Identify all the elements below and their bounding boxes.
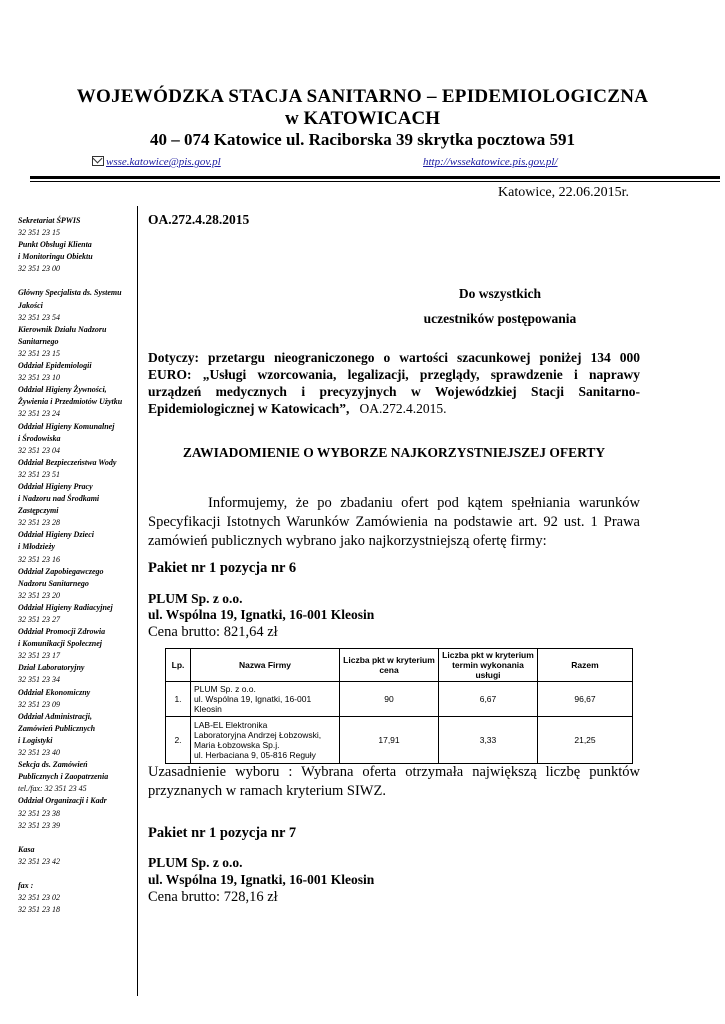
sidebar-contact-entry: [18, 287, 136, 323]
offers-table: [165, 648, 633, 764]
department-name: Nadzoru Sanitarnego: [18, 578, 89, 588]
cell-lp: 2.: [166, 717, 191, 764]
department-name: Dział Laboratoryjny: [18, 663, 85, 673]
addressee-line2: uczestników postępowania: [423, 311, 577, 326]
sidebar-contact-entry: [18, 481, 136, 529]
department-name: Oddział Bezpieczeństwa Wody: [18, 457, 117, 467]
mail-icon: [92, 156, 104, 166]
fax-label: fax :: [18, 880, 34, 890]
institution-name: WOJEWÓDZKA STACJA SANITARNO – EPIDEMIOLOGICZNA: [76, 86, 649, 107]
department-phone: 32 351 23 40: [18, 748, 60, 758]
department-phone: 32 351 23 04: [18, 445, 60, 455]
package1-title: Pakiet nr 1 pozycja nr 6: [148, 560, 297, 576]
department-name: i Środowiska: [18, 433, 61, 443]
kasa-label: Kasa: [18, 844, 35, 854]
sidebar-contact-entry: [18, 215, 136, 239]
sidebar-contact-entry: [18, 795, 136, 831]
cell-price-points: 17,91: [340, 717, 439, 764]
department-name: Oddział Organizacji i Kadr: [18, 796, 107, 806]
subject-ref: OA.272.4.2015.: [359, 401, 447, 416]
fax-phone: 32 351 23 02: [18, 892, 60, 902]
department-name: Publicznych i Zaopatrzenia: [18, 772, 109, 782]
cell-term-points: 3,33: [439, 717, 538, 764]
package1-price: Cena brutto: 821,64 zł: [148, 624, 278, 640]
department-name: Zastępczymi: [18, 506, 59, 516]
notice-title: ZAWIADOMIENIE O WYBORZE NAJKORZYSTNIEJSZEJ OFERTY: [182, 445, 606, 460]
email-row: [92, 152, 221, 170]
reference-number: OA.272.4.28.2015: [148, 212, 250, 227]
department-name: Sekcja ds. Zamówień: [18, 760, 88, 770]
email-link[interactable]: wsse.katowice@pis.gov.pl: [106, 156, 221, 168]
sidebar-contact-entry: [18, 239, 136, 275]
department-name: Punkt Obsługi Klienta: [18, 240, 92, 250]
department-name: i Młodzieży: [18, 542, 56, 552]
package2-title: Pakiet nr 1 pozycja nr 7: [148, 825, 297, 841]
department-name: Oddział Promocji Zdrowia: [18, 627, 106, 637]
intro-text: Informujemy, że po zbadaniu ofert pod kątem spełniania warunków Specyfikacji Istotnych Warunków Zamówienia na podstawie art. 92 ust. 1 Prawa zamówień publicznych wybrano jako najkorzystniejszą ofertę firmy:: [148, 495, 640, 549]
department-phone: 32 351 23 10: [18, 373, 60, 383]
department-name: Oddział Higieny Radiacyjnej: [18, 602, 113, 612]
justification-paragraph: Uzasadnienie wyboru : Wybrana oferta otrzymała największą liczbę punktów przyznanych w ramach kryterium SIWZ.: [148, 764, 640, 799]
sidebar-contact-entry: [18, 602, 136, 626]
department-name: Żywienia i Przedmiotów Użytku: [18, 397, 123, 407]
department-name: Oddział Higieny Pracy: [18, 481, 93, 491]
addressee-line1: Do wszystkich: [458, 286, 542, 301]
company-line: PLUM Sp. z o.o.: [194, 684, 256, 694]
department-name: Oddział Higieny Żywności,: [18, 385, 107, 395]
sidebar-contact-entry: [18, 360, 136, 384]
department-name: Główny Specjalista ds. Systemu: [18, 288, 122, 298]
kasa-phone: 32 351 23 42: [18, 856, 60, 866]
table-header-row: [166, 649, 633, 682]
company-line: LAB-EL Elektronika: [194, 720, 268, 730]
company-line: Kleosin: [194, 704, 222, 714]
department-phone: 32 351 23 27: [18, 615, 60, 624]
department-phone: 32 351 23 09: [18, 699, 60, 709]
sidebar-contact-entry: [18, 529, 136, 565]
col-total: Razem: [538, 649, 633, 682]
table-row: [166, 717, 633, 764]
sidebar-divider: [137, 206, 138, 996]
department-phone: 32 351 23 15: [18, 228, 60, 238]
cell-price-points: 90: [340, 682, 439, 717]
col-price-points: Liczba pkt w kryterium cena: [340, 649, 439, 682]
cell-company: [191, 682, 340, 717]
institution-city: w KATOWICACH: [284, 108, 440, 129]
col-term-points: Liczba pkt w kryterium termin wykonania usługi: [439, 649, 538, 682]
package2-company: PLUM Sp. z o.o.: [148, 855, 243, 870]
department-phone: 32 351 23 17: [18, 651, 60, 661]
department-phone: 32 351 23 54: [18, 312, 60, 322]
cell-total: 21,25: [538, 717, 633, 764]
department-name: Kierownik Działu Nadzoru: [18, 324, 107, 334]
department-phone: 32 351 23 24: [18, 409, 60, 419]
table-row: [166, 682, 633, 717]
department-name: Oddział Higieny Dzieci: [18, 530, 94, 540]
col-company: Nazwa Firmy: [191, 649, 340, 682]
institution-address: 40 – 074 Katowice ul. Raciborska 39 skrytka pocztowa 591: [150, 130, 575, 149]
department-phone: 32 351 23 34: [18, 675, 60, 685]
company-line: ul. Wspólna 19, Ignatki, 16-001: [194, 694, 312, 704]
department-name: Oddział Ekonomiczny: [18, 687, 91, 697]
department-phone: tel./fax: 32 351 23 45: [18, 784, 87, 794]
department-name: Zamówień Publicznych: [18, 723, 96, 733]
department-name: i Komunikacji Społecznej: [18, 639, 103, 649]
department-phone: 32 351 23 51: [18, 469, 60, 479]
department-phone: 32 351 23 16: [18, 554, 60, 564]
department-name: i Nadzoru nad Środkami: [18, 494, 100, 504]
department-name: Oddział Zapobiegawczego: [18, 566, 104, 576]
sidebar-contact-entry: [18, 457, 136, 481]
company-line: ul. Herbaciana 9, 05-816 Reguły: [194, 750, 316, 760]
fax-phone: 32 351 23 18: [18, 905, 60, 915]
website-row: [423, 152, 558, 170]
package1-company: PLUM Sp. z o.o.: [148, 591, 243, 606]
department-name: Oddział Administracji,: [18, 711, 92, 721]
subject-text: przetargu nieograniczonego o wartości szacunkowej poniżej 134 000 EURO: „Usługi wzorcowania, legalizacji, przeglądy, sprawdzenie i naprawy urządzeń medycznych i precyzyjnych w Wojewódzkiej Stacji Sanitarno-Epidemiologicznej w Katowicach”,: [148, 350, 640, 416]
department-name: Sekretariat ŚPWIS: [18, 216, 81, 225]
department-name: i Logistyki: [18, 735, 53, 745]
sidebar-contact-entry: [18, 662, 136, 686]
subject-paragraph: [148, 349, 640, 417]
company-line: Maria Łobzowska Sp.j.: [194, 740, 280, 750]
sidebar-contacts: [18, 215, 136, 916]
intro-paragraph: [148, 494, 640, 551]
sidebar-contact-entry: [18, 421, 136, 457]
sidebar-contact-entry: [18, 759, 136, 795]
sidebar-contact-entry: [18, 384, 136, 420]
website-link[interactable]: http://wssekatowice.pis.gov.pl/: [423, 156, 558, 168]
department-phone: 32 351 23 15: [18, 348, 60, 358]
header-rule: [30, 176, 720, 179]
col-lp: Lp.: [166, 649, 191, 682]
department-phone: 32 351 23 00: [18, 264, 60, 274]
department-phone: 32 351 23 39: [18, 820, 60, 830]
subject-label: Dotyczy:: [148, 350, 199, 365]
cell-lp: 1.: [166, 682, 191, 717]
department-name: Sanitarnego: [18, 336, 59, 346]
cell-term-points: 6,67: [439, 682, 538, 717]
department-phone: 32 351 23 20: [18, 590, 60, 600]
department-phone: 32 351 23 28: [18, 518, 60, 528]
department-name: i Monitoringu Obiektu: [18, 252, 93, 262]
header-rule-thin: [30, 181, 720, 182]
department-name: Jakości: [18, 300, 43, 310]
package1-address: ul. Wspólna 19, Ignatki, 16-001 Kleosin: [148, 607, 375, 622]
cell-company: [191, 717, 340, 764]
sidebar-contact-entry: [18, 626, 136, 662]
department-phone: 32 351 23 38: [18, 808, 60, 818]
sidebar-contact-entry: [18, 687, 136, 711]
package2-price: Cena brutto: 728,16 zł: [148, 889, 278, 905]
sidebar-contact-entry: [18, 711, 136, 759]
package2-address: ul. Wspólna 19, Ignatki, 16-001 Kleosin: [148, 872, 375, 887]
department-name: Oddział Epidemiologii: [18, 361, 92, 371]
sidebar-contact-entry: [18, 566, 136, 602]
document-date: Katowice, 22.06.2015r.: [498, 185, 630, 200]
sidebar-contact-entry: [18, 324, 136, 360]
cell-total: 96,67: [538, 682, 633, 717]
company-line: Laboratoryjna Andrzej Łobzowski,: [194, 730, 322, 740]
department-name: Oddział Higieny Komunalnej: [18, 421, 115, 431]
